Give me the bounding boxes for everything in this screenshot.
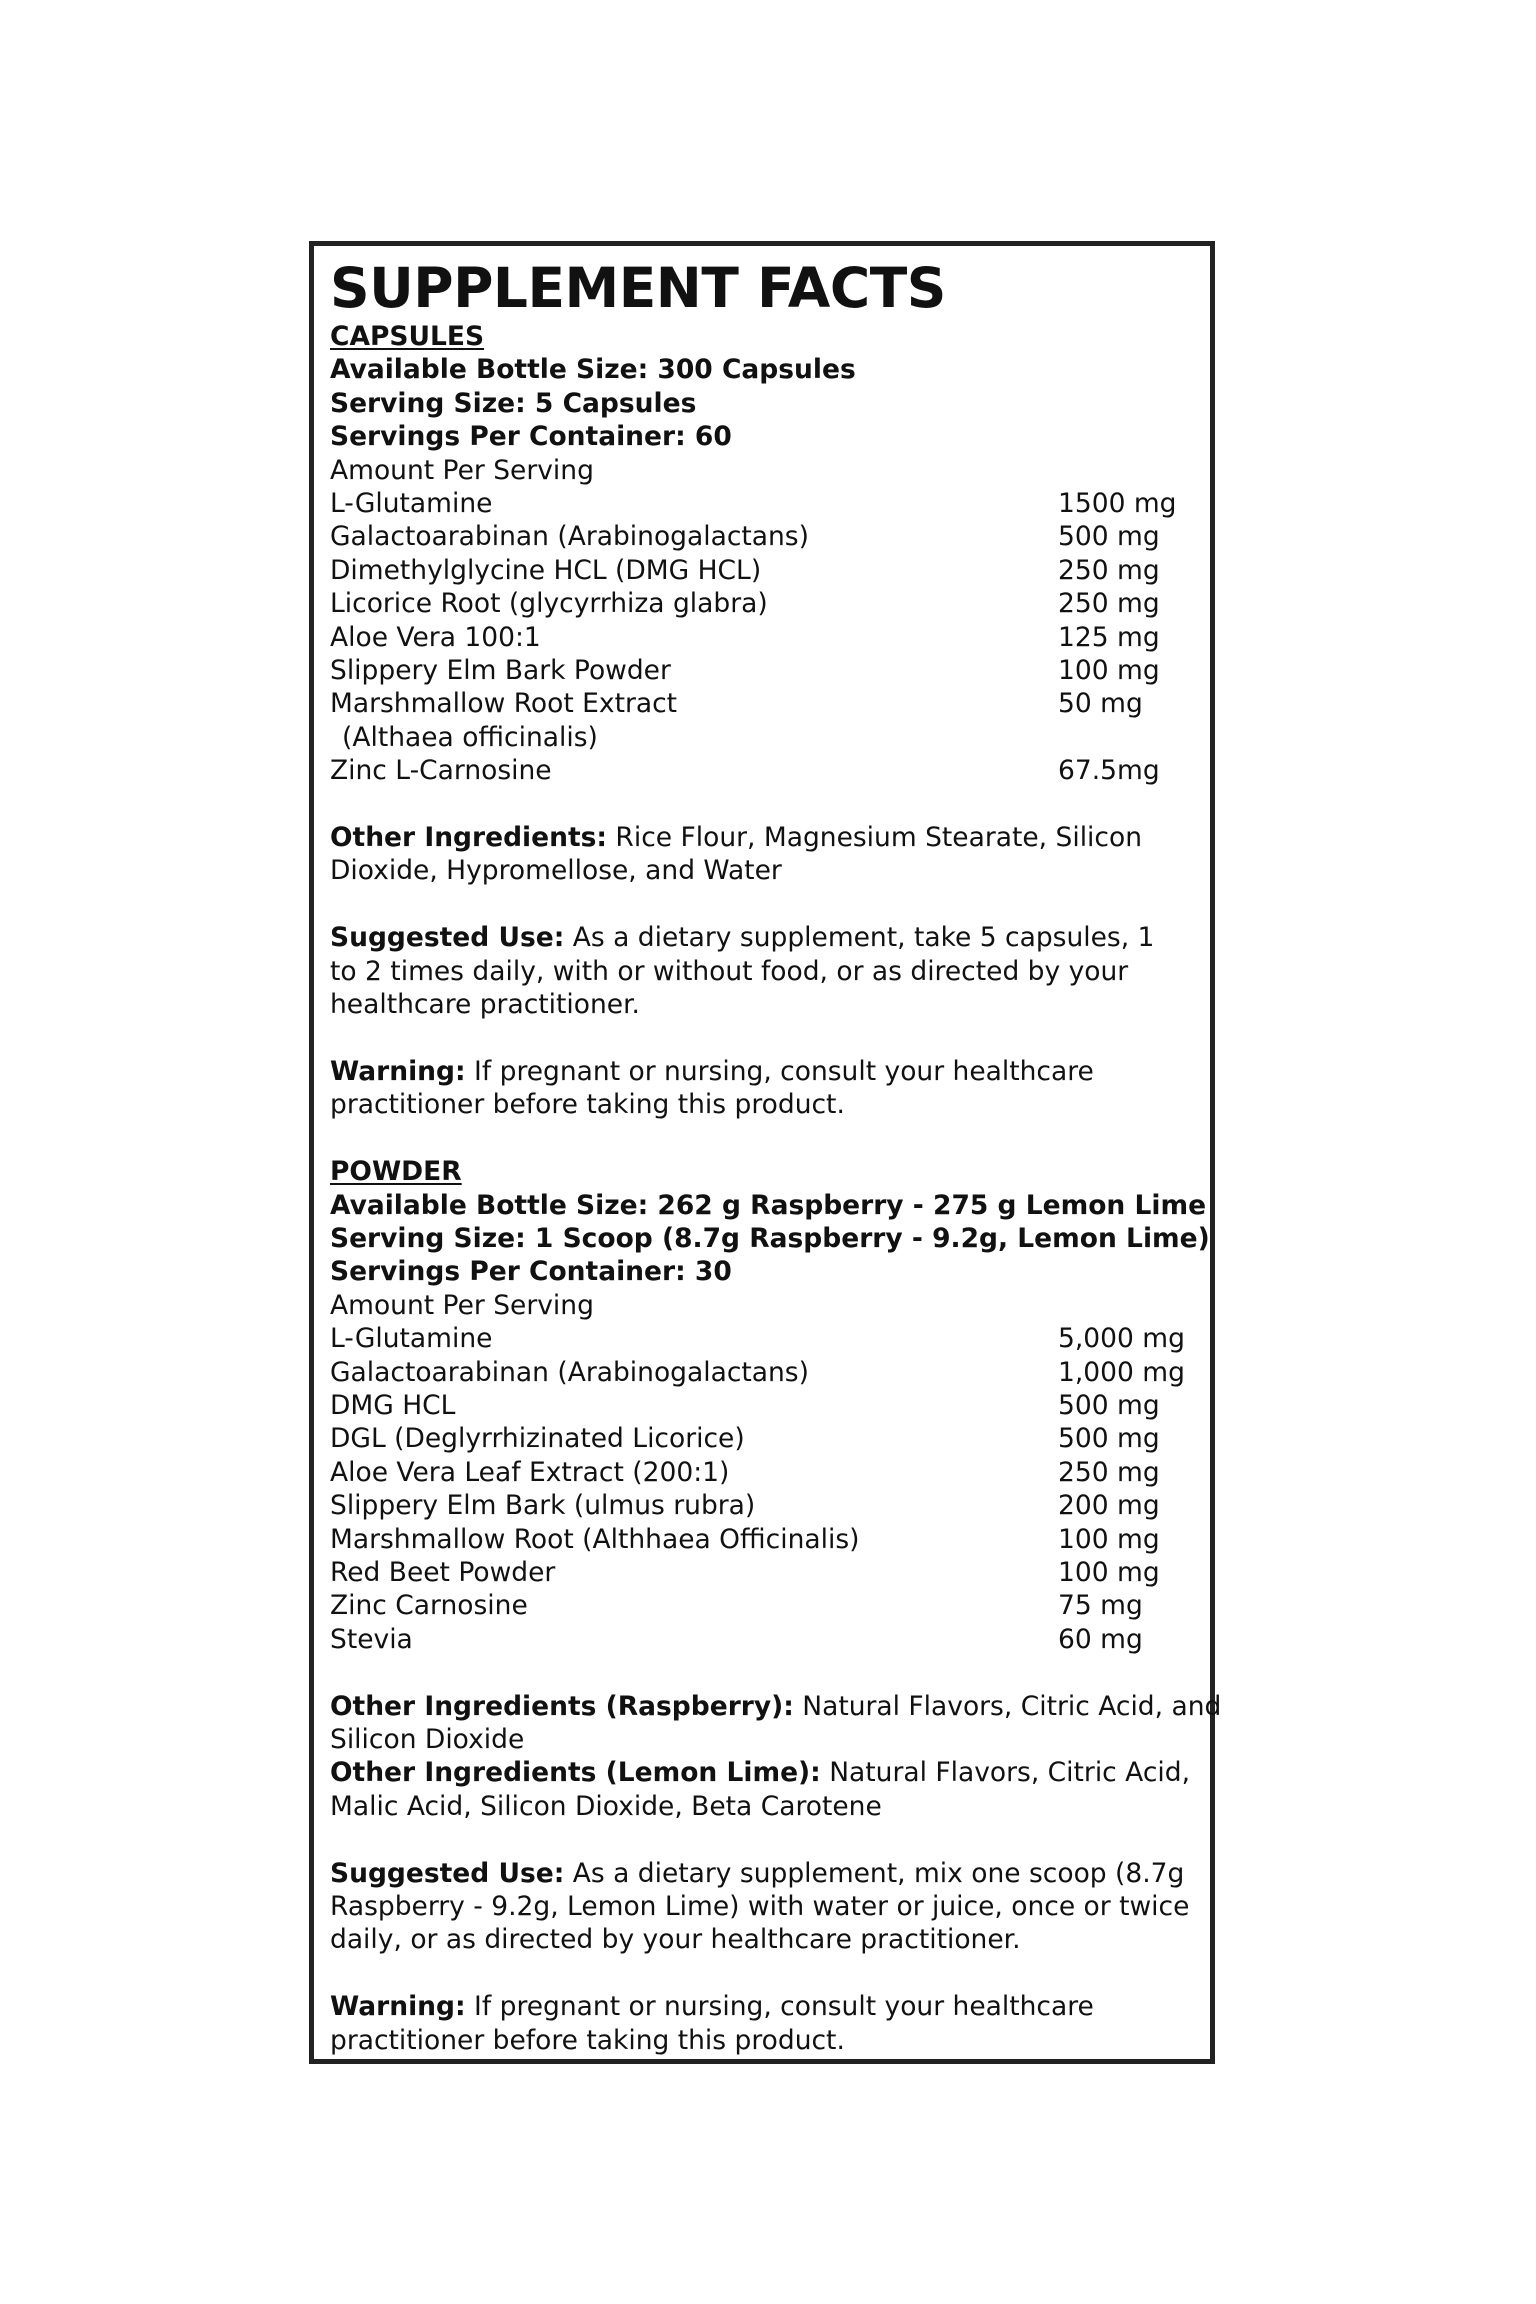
capsules-use-text: As a dietary supplement, take 5 capsules, 1 xyxy=(564,922,1155,954)
ingredient-amount: 100 mg xyxy=(1058,1556,1160,1588)
spacer xyxy=(330,1957,1210,1990)
ingredient-amount: 1,000 mg xyxy=(1058,1356,1185,1388)
ingredient-name: Red Beet Powder xyxy=(330,1556,556,1588)
capsules-other-label: Other Ingredients: xyxy=(330,822,607,854)
powder-use-text: As a dietary supplement, mix one scoop (8.7g xyxy=(564,1857,1185,1889)
capsules-other-text: Rice Flour, Magnesium Stearate, Silicon xyxy=(607,822,1142,854)
ingredient-row xyxy=(330,1389,1210,1422)
page-title: SUPPLEMENT FACTS xyxy=(330,256,946,320)
ingredient-row xyxy=(330,1322,1210,1355)
powder-other-raspberry-cont: Silicon Dioxide xyxy=(330,1723,525,1755)
ingredient-row xyxy=(330,1523,1210,1556)
powder-warning xyxy=(330,1990,1210,2023)
ingredient-row xyxy=(330,654,1210,687)
ingredient-amount: 125 mg xyxy=(1058,621,1160,653)
ingredient-name: DMG HCL xyxy=(330,1389,456,1421)
ingredient-name: Marshmallow Root Extract xyxy=(330,688,678,720)
spacer xyxy=(330,888,1210,921)
capsules-use-label: Suggested Use: xyxy=(330,922,565,954)
powder-servings-per-container: Servings Per Container: 30 xyxy=(330,1256,732,1288)
ingredient-name: L-Glutamine xyxy=(330,1323,493,1355)
ingredient-amount: 5,000 mg xyxy=(1058,1323,1185,1355)
powder-bottle-size: Available Bottle Size: 262 g Raspberry - 275 g Lemon Lime xyxy=(330,1189,1207,1221)
powder-use-label: Suggested Use: xyxy=(330,1857,565,1889)
ingredient-row xyxy=(330,687,1210,720)
ingredient-name: Licorice Root (glycyrrhiza glabra) xyxy=(330,588,768,620)
capsules-warning xyxy=(330,1055,1210,1088)
ingredient-row xyxy=(330,1456,1210,1489)
ingredient-amount: 500 mg xyxy=(1058,1389,1160,1421)
ingredient-row xyxy=(330,554,1210,587)
ingredient-row xyxy=(330,754,1210,787)
ingredient-amount: 200 mg xyxy=(1058,1490,1160,1522)
powder-warning-cont: practitioner before taking this product. xyxy=(330,2024,845,2056)
ingredient-row xyxy=(330,721,1210,754)
ingredient-name: (Althaea officinalis) xyxy=(342,721,598,753)
powder-other-lemon-lime xyxy=(330,1756,1210,1789)
ingredient-name: DGL (Deglyrrhizinated Licorice) xyxy=(330,1423,745,1455)
powder-other-lemon-text: Natural Flavors, Citric Acid, xyxy=(820,1757,1191,1789)
ingredient-name: L-Glutamine xyxy=(330,488,493,520)
capsules-warning-text: If pregnant or nursing, consult your healthcare xyxy=(465,1055,1094,1087)
ingredient-row xyxy=(330,587,1210,620)
ingredient-name: Galactoarabinan (Arabinogalactans) xyxy=(330,521,809,553)
ingredient-name: Marshmallow Root (Althhaea Officinalis) xyxy=(330,1523,860,1555)
spacer xyxy=(330,1823,1210,1856)
ingredient-amount: 50 mg xyxy=(1058,688,1143,720)
capsules-heading: CAPSULES xyxy=(330,321,485,352)
spacer xyxy=(330,788,1210,821)
ingredient-amount: 250 mg xyxy=(1058,1456,1160,1488)
ingredient-row xyxy=(330,520,1210,553)
powder-other-raspberry xyxy=(330,1690,1222,1723)
ingredient-name: Slippery Elm Bark Powder xyxy=(330,655,671,687)
ingredient-amount: 100 mg xyxy=(1058,1523,1160,1555)
ingredient-row xyxy=(330,621,1210,654)
powder-amount-label: Amount Per Serving xyxy=(330,1289,594,1321)
ingredient-row xyxy=(330,1356,1210,1389)
powder-warning-text: If pregnant or nursing, consult your healthcare xyxy=(465,1991,1094,2023)
ingredient-name: Zinc Carnosine xyxy=(330,1590,528,1622)
ingredient-amount: 60 mg xyxy=(1058,1623,1143,1655)
powder-serving-size: Serving Size: 1 Scoop (8.7g Raspberry - 9.2g, Lemon Lime) xyxy=(330,1222,1210,1254)
ingredient-amount: 500 mg xyxy=(1058,521,1160,553)
ingredient-name: Zinc L-Carnosine xyxy=(330,755,552,787)
capsules-suggested-use-cont: healthcare practitioner. xyxy=(330,989,640,1021)
ingredient-name: Dimethylglycine HCL (DMG HCL) xyxy=(330,554,762,586)
ingredient-amount: 250 mg xyxy=(1058,554,1160,586)
capsules-servings-per-container: Servings Per Container: 60 xyxy=(330,421,732,453)
powder-warning-label: Warning: xyxy=(330,1991,466,2023)
powder-other-lemon-label: Other Ingredients (Lemon Lime): xyxy=(330,1757,821,1789)
ingredient-row xyxy=(330,1422,1210,1455)
ingredient-name: Aloe Vera Leaf Extract (200:1) xyxy=(330,1456,730,1488)
capsules-amount-label: Amount Per Serving xyxy=(330,454,594,486)
ingredient-name: Slippery Elm Bark (ulmus rubra) xyxy=(330,1490,756,1522)
ingredient-row xyxy=(330,487,1210,520)
powder-suggested-use-cont: daily, or as directed by your healthcare practitioner. xyxy=(330,1924,1021,1956)
ingredient-name: Stevia xyxy=(330,1623,413,1655)
capsules-other-ingredients-cont: Dioxide, Hypromellose, and Water xyxy=(330,855,782,887)
ingredient-name: Aloe Vera 100:1 xyxy=(330,621,541,653)
ingredient-amount: 75 mg xyxy=(1058,1590,1143,1622)
ingredient-row xyxy=(330,1623,1210,1656)
ingredient-amount: 67.5mg xyxy=(1058,755,1160,787)
capsules-bottle-size: Available Bottle Size: 300 Capsules xyxy=(330,354,856,386)
ingredient-amount: 1500 mg xyxy=(1058,488,1177,520)
supplement-facts-panel xyxy=(309,241,1222,2064)
capsules-suggested-use-cont: to 2 times daily, with or without food, or as directed by your xyxy=(330,955,1129,987)
ingredient-name: Galactoarabinan (Arabinogalactans) xyxy=(330,1356,809,1388)
powder-other-raspberry-text: Natural Flavors, Citric Acid, and xyxy=(793,1690,1222,1722)
capsules-other-ingredients xyxy=(330,821,1210,854)
ingredient-row xyxy=(330,1556,1210,1589)
powder-suggested-use xyxy=(330,1857,1210,1890)
powder-other-raspberry-label: Other Ingredients (Raspberry): xyxy=(330,1690,794,1722)
ingredient-row xyxy=(330,1489,1210,1522)
supplement-facts-content xyxy=(330,256,1222,2057)
ingredient-amount: 250 mg xyxy=(1058,588,1160,620)
powder-other-lemon-lime-cont: Malic Acid, Silicon Dioxide, Beta Carotene xyxy=(330,1790,882,1822)
spacer xyxy=(330,1022,1210,1055)
capsules-suggested-use xyxy=(330,921,1210,954)
powder-suggested-use-cont: Raspberry - 9.2g, Lemon Lime) with water or juice, once or twice xyxy=(330,1891,1190,1922)
ingredient-row xyxy=(330,1589,1210,1622)
spacer xyxy=(330,1656,1210,1689)
spacer xyxy=(330,1122,1210,1155)
powder-heading: POWDER xyxy=(330,1156,462,1188)
capsules-warning-label: Warning: xyxy=(330,1055,466,1087)
capsules-serving-size: Serving Size: 5 Capsules xyxy=(330,387,697,419)
ingredient-amount: 500 mg xyxy=(1058,1423,1160,1455)
capsules-warning-cont: practitioner before taking this product. xyxy=(330,1089,845,1121)
ingredient-amount: 100 mg xyxy=(1058,655,1160,687)
